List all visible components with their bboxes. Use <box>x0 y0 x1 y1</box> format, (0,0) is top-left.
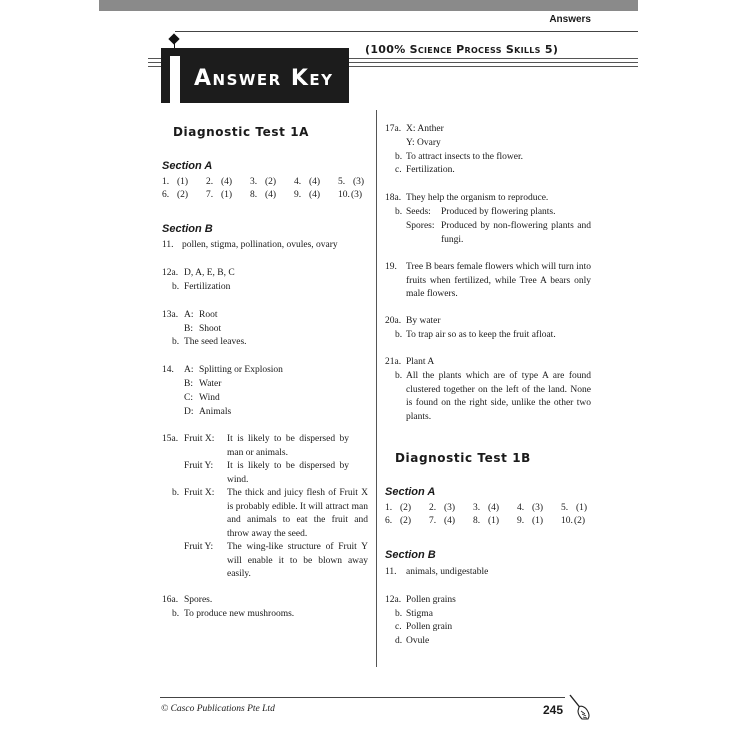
answer-text: Fertilization <box>184 282 231 292</box>
q-num: 7. <box>206 190 214 200</box>
answer-label: Spores: <box>406 221 435 231</box>
running-head: Answers <box>549 14 591 25</box>
q-num: 13a. <box>162 310 179 320</box>
q-num: b. <box>395 371 403 381</box>
answer-key-title: Answer Key <box>194 66 334 91</box>
q-answer: (3) <box>353 177 365 187</box>
footer-divider <box>160 697 565 698</box>
answer-text: Produced by flowering plants. <box>441 207 556 217</box>
answer-text: Plant A <box>406 357 435 367</box>
answer-text: To attract insects to the flower. <box>406 152 523 162</box>
page-number: 245 <box>543 703 564 717</box>
q-answer: (1) <box>532 516 544 526</box>
test-title: Diagnostic Test 1A <box>173 125 310 139</box>
answer-label: Fruit Y: <box>184 461 214 471</box>
section-heading: Section A <box>385 486 436 498</box>
answer-text: Fertilization. <box>406 165 455 175</box>
answer-text: Root <box>199 310 218 320</box>
q-num: b. <box>395 330 403 340</box>
q-answer: (3) <box>444 503 456 513</box>
q-num: 4. <box>517 503 525 513</box>
q-num: b. <box>172 488 180 498</box>
answer-text: The wing-like structure of Fruit Y will enable it to be blown away easily. <box>227 542 368 579</box>
answer-text: To trap air so as to keep the fruit afloat. <box>406 330 556 340</box>
q-answer: (4) <box>444 516 456 526</box>
mcq-row <box>162 190 372 204</box>
answer-label: B: <box>184 324 193 334</box>
answer-text: Splitting or Explosion <box>199 365 283 375</box>
q-num: 4. <box>294 177 302 187</box>
answer-text: All the plants which are of type A are found clustered together on the left of the land. None is found on the right side, unlike the other two plants. <box>406 371 591 422</box>
answer-text: It is likely to be dispersed by man or animals. <box>227 434 349 458</box>
q-num: 9. <box>517 516 525 526</box>
q-num: 7. <box>429 516 437 526</box>
answer-text: They help the organism to reproduce. <box>406 193 549 203</box>
answer-label: Fruit X: <box>184 488 215 498</box>
q-num: c. <box>395 622 402 632</box>
q-num: b. <box>172 337 180 347</box>
column-divider <box>376 110 377 667</box>
q-num: 3. <box>250 177 258 187</box>
q-num: 14. <box>162 365 174 375</box>
test-title: Diagnostic Test 1B <box>395 451 531 465</box>
mcq-row <box>385 503 595 517</box>
answer-text: Water <box>199 379 222 389</box>
q-answer: (1) <box>177 177 189 187</box>
q-num: 12a. <box>162 268 179 278</box>
answer-text: Produced by non-flowering plants and fungi. <box>441 221 591 245</box>
answer-text: Shoot <box>199 324 222 334</box>
q-answer: (4) <box>265 190 277 200</box>
answer-text: Wind <box>199 393 220 403</box>
q-num: 11. <box>385 567 397 577</box>
book-title: (100% Science Process Skills 5) <box>365 43 559 56</box>
q-num: b. <box>172 609 180 619</box>
answer-text: Stigma <box>406 609 433 619</box>
q-num: 10. <box>561 516 573 526</box>
q-num: 6. <box>385 516 393 526</box>
answer-text: Animals <box>199 407 232 417</box>
q-num: 12a. <box>385 595 402 605</box>
q-num: b. <box>172 282 180 292</box>
q-num: 2. <box>206 177 214 187</box>
q-answer: (2) <box>177 190 189 200</box>
q-num: 17a. <box>385 124 402 134</box>
answer-text: Pollen grains <box>406 595 456 605</box>
q-num: c. <box>395 165 402 175</box>
answer-text: pollen, stigma, pollination, ovules, ovary <box>182 240 338 250</box>
answer-label: A: <box>184 365 194 375</box>
q-num: 6. <box>162 190 170 200</box>
answer-text: It is likely to be dispersed by wind. <box>227 461 349 485</box>
answer-text: By water <box>406 316 441 326</box>
top-bar <box>99 0 638 11</box>
divider <box>175 31 638 32</box>
answer-text: To produce new mushrooms. <box>184 609 295 619</box>
q-answer: (1) <box>488 516 500 526</box>
q-answer: (3) <box>351 190 363 200</box>
mcq-row <box>385 516 595 530</box>
q-num: 3. <box>473 503 481 513</box>
answer-label: Fruit X: <box>184 434 215 444</box>
answer-text: The seed leaves. <box>184 337 247 347</box>
q-answer: (4) <box>488 503 500 513</box>
q-answer: (4) <box>309 177 321 187</box>
q-num: 5. <box>561 503 569 513</box>
answer-label: C: <box>184 393 193 403</box>
answer-label: Fruit Y: <box>184 542 214 552</box>
q-num: 15a. <box>162 434 179 444</box>
q-num: 19. <box>385 262 397 272</box>
answer-text: Spores. <box>184 595 213 605</box>
q-num: 2. <box>429 503 437 513</box>
answer-text: D, A, E, B, C <box>184 268 235 278</box>
q-answer: (2) <box>400 516 412 526</box>
q-answer: (1) <box>221 190 233 200</box>
answer-text: animals, undigestable <box>406 567 489 577</box>
mcq-row <box>162 177 372 191</box>
q-answer: (1) <box>576 503 588 513</box>
copyright: © Casco Publications Pte Ltd <box>161 704 275 714</box>
answer-label: Seeds: <box>406 207 431 217</box>
q-num: 10. <box>338 190 350 200</box>
q-num: d. <box>395 636 403 646</box>
q-num: 16a. <box>162 595 179 605</box>
answer-text: X: Anther <box>406 124 444 134</box>
answer-text: Y: Ovary <box>406 138 441 148</box>
answer-text: The thick and juicy flesh of Fruit X is probably edible. It will attract man and animals to eat the fruit and throw away the seed. <box>227 488 368 539</box>
answer-text: Ovule <box>406 636 430 646</box>
section-heading: Section A <box>162 160 213 172</box>
q-answer: (2) <box>400 503 412 513</box>
answer-label: D: <box>184 407 194 417</box>
banner-accent <box>170 56 180 103</box>
q-num: b. <box>395 152 403 162</box>
q-num: 8. <box>250 190 258 200</box>
q-num: 5. <box>338 177 346 187</box>
answer-label: A: <box>184 310 194 320</box>
q-num: 21a. <box>385 357 402 367</box>
q-answer: (2) <box>265 177 277 187</box>
q-num: 9. <box>294 190 302 200</box>
q-num: 18a. <box>385 193 402 203</box>
q-answer: (3) <box>532 503 544 513</box>
q-answer: (4) <box>309 190 321 200</box>
section-heading: Section B <box>385 549 436 561</box>
q-num: 11. <box>162 240 174 250</box>
q-num: b. <box>395 207 403 217</box>
q-answer: (4) <box>221 177 233 187</box>
q-num: 8. <box>473 516 481 526</box>
hand-with-pen-icon <box>566 693 594 721</box>
answer-text: Pollen grain <box>406 622 453 632</box>
q-num: b. <box>395 609 403 619</box>
answer-label: B: <box>184 379 193 389</box>
section-heading: Section B <box>162 223 213 235</box>
answer-text: Tree B bears female flowers which will turn into fruits when fertilized, while Tree A bears only male flowers. <box>406 262 591 299</box>
q-num: 20a. <box>385 316 402 326</box>
q-num: 1. <box>385 503 393 513</box>
q-num: 1. <box>162 177 170 187</box>
q-answer: (2) <box>574 516 586 526</box>
